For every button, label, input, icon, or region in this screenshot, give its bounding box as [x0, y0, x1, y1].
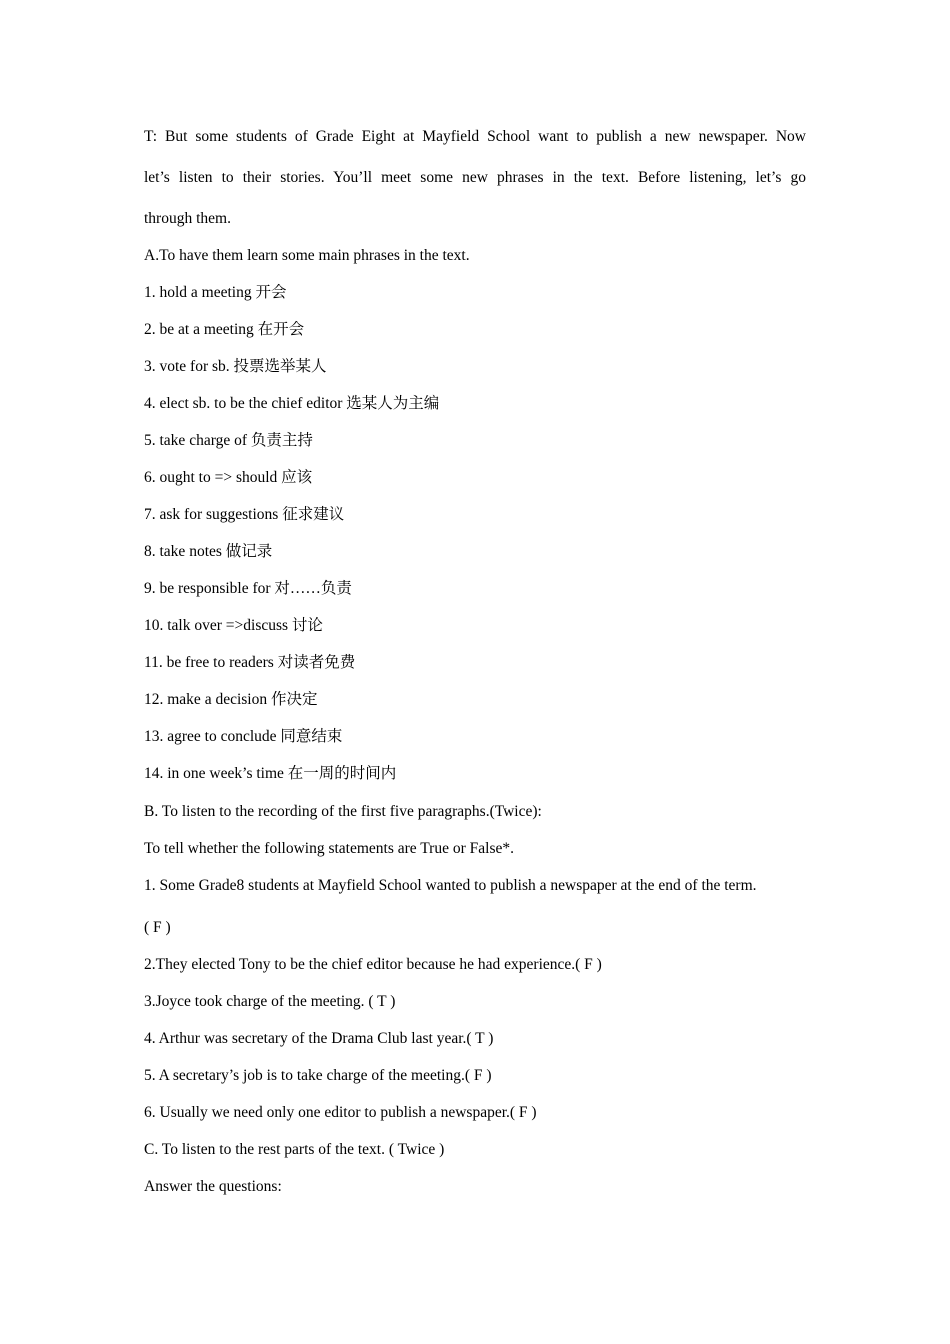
- section-b-heading: B. To listen to the recording of the first five paragraphs.(Twice):: [144, 803, 542, 820]
- statement-answer: ( F ): [144, 919, 171, 936]
- intro-line: T: But some students of Grade Eight at Mayfield School want to publish a new newspaper. Now: [144, 128, 806, 145]
- phrase-item: 7. ask for suggestions 征求建议: [144, 506, 345, 523]
- statement-item: 6. Usually we need only one editor to publish a newspaper.( F ): [144, 1104, 537, 1121]
- statement-item: 4. Arthur was secretary of the Drama Club last year.( T ): [144, 1030, 494, 1047]
- phrase-item: 1. hold a meeting 开会: [144, 284, 287, 301]
- statement-item: 5. A secretary’s job is to take charge of the meeting.( F ): [144, 1067, 492, 1084]
- phrase-item: 13. agree to conclude 同意结束: [144, 728, 343, 745]
- phrase-item: 14. in one week’s time 在一周的时间内: [144, 765, 397, 782]
- phrase-item: 10. talk over =>discuss 讨论: [144, 617, 323, 634]
- section-c-heading: C. To listen to the rest parts of the text. ( Twice ): [144, 1141, 445, 1158]
- statement-item: 3.Joyce took charge of the meeting. ( T ): [144, 993, 396, 1010]
- statement-item: 2.They elected Tony to be the chief editor because he had experience.( F ): [144, 956, 602, 973]
- phrase-item: 2. be at a meeting 在开会: [144, 321, 305, 338]
- phrase-item: 9. be responsible for 对……负责: [144, 580, 352, 597]
- phrase-item: 6. ought to => should 应该: [144, 469, 313, 486]
- phrase-item: 11. be free to readers 对读者免费: [144, 654, 356, 671]
- intro-line: let’s listen to their stories. You’ll meet some new phrases in the text. Before listening, let’s go: [144, 169, 806, 186]
- section-c-instruction: Answer the questions:: [144, 1178, 282, 1195]
- intro-line: through them.: [144, 210, 231, 227]
- section-b-instruction: To tell whether the following statements are True or False*.: [144, 840, 514, 857]
- section-a-heading: A.To have them learn some main phrases in the text.: [144, 247, 470, 264]
- phrase-item: 3. vote for sb. 投票选举某人: [144, 358, 327, 375]
- phrase-item: 8. take notes 做记录: [144, 543, 273, 560]
- phrase-item: 4. elect sb. to be the chief editor 选某人为主编: [144, 395, 440, 412]
- phrase-item: 5. take charge of 负责主持: [144, 432, 313, 449]
- statement-item: 1. Some Grade8 students at Mayfield School wanted to publish a newspaper at the end of the term.: [144, 877, 757, 894]
- phrase-item: 12. make a decision 作决定: [144, 691, 318, 708]
